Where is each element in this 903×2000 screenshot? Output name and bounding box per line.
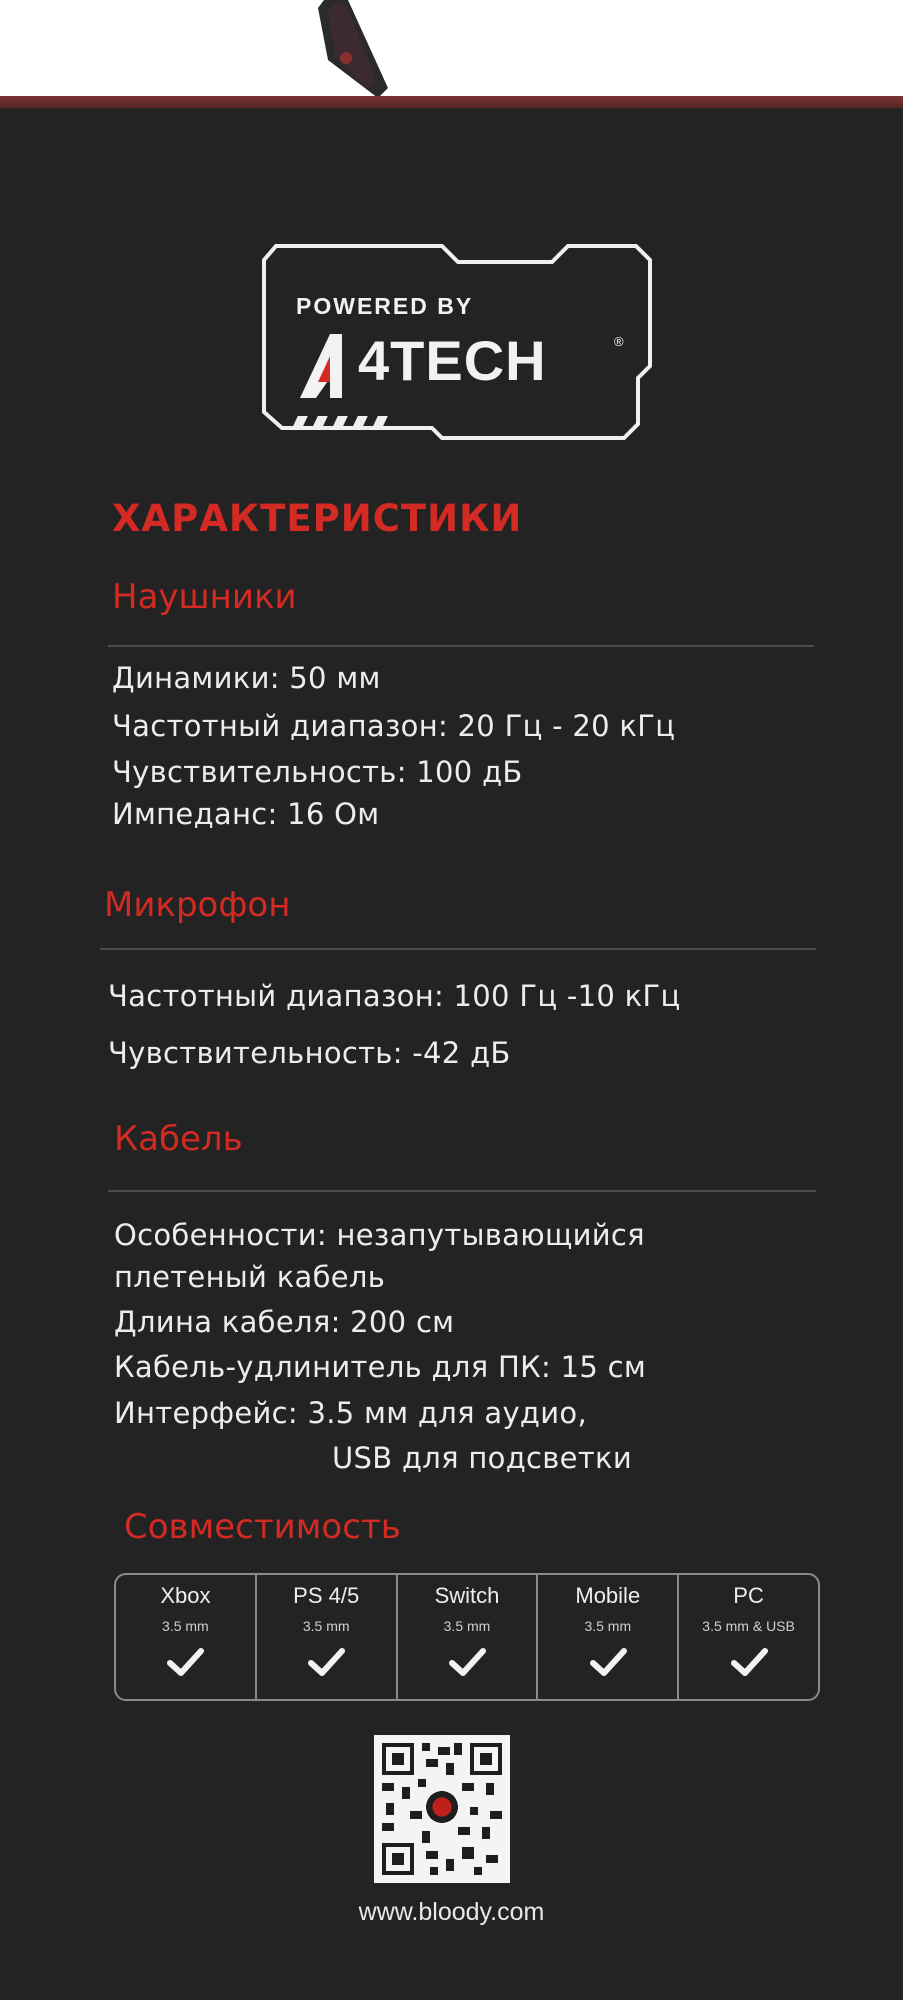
spec-line: Частотный диапазон: 100 Гц -10 кГц — [108, 979, 681, 1013]
specs-heading: ХАРАКТЕРИСТИКИ — [112, 497, 523, 540]
compat-device-name: Switch — [434, 1583, 500, 1608]
spec-line: плетеный кабель — [114, 1260, 386, 1294]
section-title-cable: Кабель — [114, 1119, 243, 1159]
section-title-headphones: Наушники — [112, 577, 297, 617]
section-title-microphone: Микрофон — [104, 885, 291, 925]
logo-brand-text: 4TECH — [358, 329, 547, 392]
spec-line: Динамики: 50 мм — [112, 661, 381, 695]
section-divider — [108, 645, 814, 647]
check-icon — [306, 1645, 346, 1681]
compatibility-table — [114, 1573, 820, 1701]
section-title-compatibility: Совместимость — [124, 1507, 401, 1547]
compat-connector: 3.5 mm — [302, 1618, 350, 1634]
section-divider — [100, 948, 816, 950]
spec-line: Интерфейс: 3.5 мм для аудио, — [114, 1396, 587, 1430]
spec-line: USB для подсветки — [332, 1441, 632, 1475]
compat-cell-xbox — [116, 1575, 257, 1699]
compat-device-name: PS 4/5 — [293, 1583, 360, 1608]
check-icon — [588, 1645, 628, 1681]
compat-device-name: Xbox — [160, 1583, 211, 1608]
compat-connector: 3.5 mm — [443, 1618, 491, 1634]
a4tech-a-mark-icon — [296, 332, 366, 402]
compat-connector: 3.5 mm & USB — [702, 1618, 795, 1634]
hang-tag — [318, 0, 388, 98]
compat-device-name: PC — [733, 1583, 764, 1608]
compat-connector: 3.5 mm — [162, 1618, 209, 1634]
section-divider — [108, 1190, 816, 1192]
check-icon — [447, 1645, 487, 1681]
compat-cell-pc — [679, 1575, 818, 1699]
registered-mark: ® — [614, 334, 624, 349]
spec-line: Чувствительность: 100 дБ — [112, 755, 523, 789]
compat-connector: 3.5 mm — [584, 1618, 632, 1634]
spec-line: Длина кабеля: 200 см — [114, 1305, 455, 1339]
qr-code-icon — [374, 1735, 510, 1883]
spec-line: Особенности: незапутывающийся — [114, 1218, 645, 1252]
check-icon — [729, 1645, 769, 1681]
compat-cell-ps — [257, 1575, 398, 1699]
a4tech-logo — [296, 328, 636, 408]
compat-cell-mobile — [538, 1575, 679, 1699]
spec-line: Чувствительность: -42 дБ — [108, 1036, 511, 1070]
compat-cell-switch — [398, 1575, 539, 1699]
logo-powered-by: POWERED BY — [296, 293, 474, 319]
website-url: www.bloody.com — [358, 1898, 545, 1926]
compat-device-name: Mobile — [575, 1583, 641, 1608]
spec-line: Импеданс: 16 Ом — [112, 797, 380, 831]
spec-line: Частотный диапазон: 20 Гц - 20 кГц — [112, 709, 676, 743]
spec-line: Кабель-удлинитель для ПК: 15 см — [114, 1350, 647, 1384]
check-icon — [165, 1645, 205, 1681]
